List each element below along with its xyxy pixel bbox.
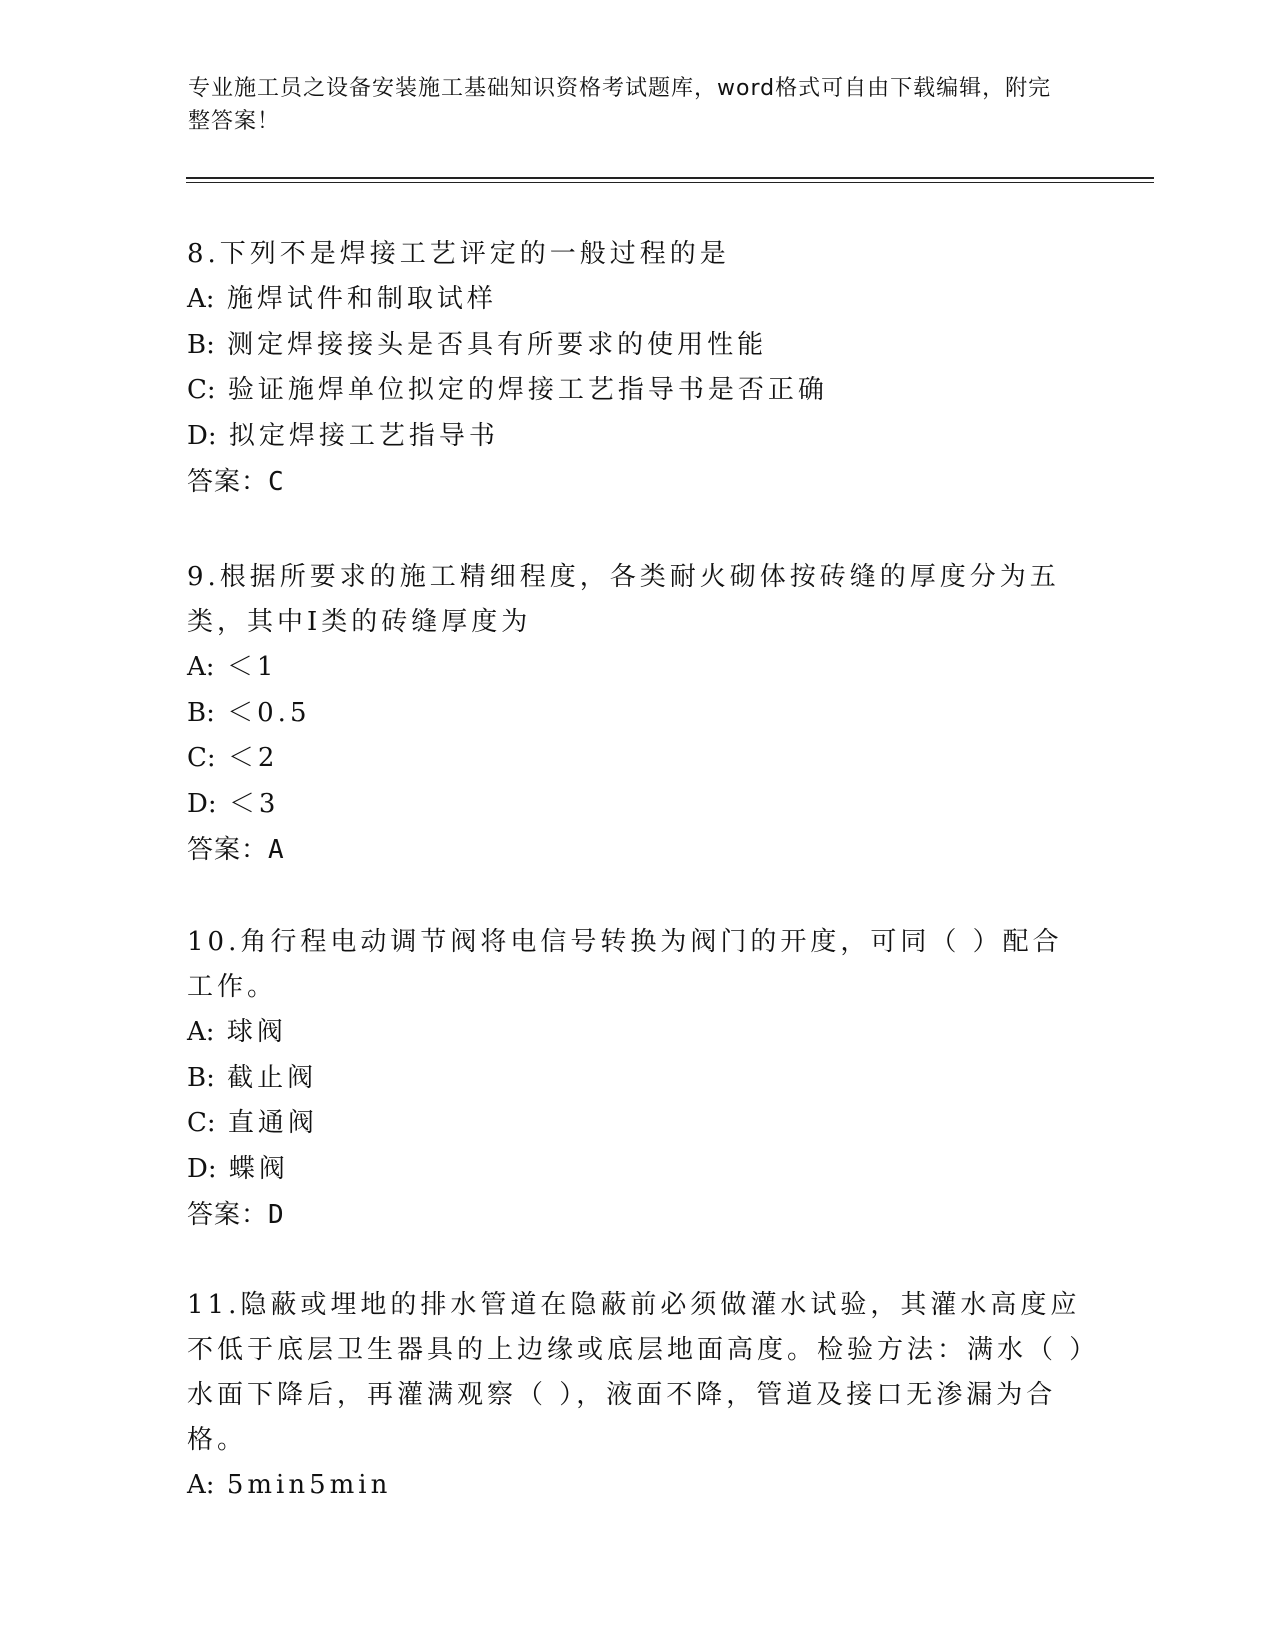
question-stem: 8.下列不是焊接工艺评定的一般过程的是 (187, 239, 730, 269)
question-8 (187, 232, 1087, 505)
option-c: C: ＜2 (187, 743, 279, 774)
option-d: D: 蝶阀 (187, 1153, 289, 1184)
answer-line: 答案：A (187, 835, 285, 866)
option-c: C: 验证施焊单位拟定的焊接工艺指导书是否正确 (187, 375, 828, 406)
option-a: A: 施焊试件和制取试样 (187, 284, 497, 314)
option-a: A: ＜1 (187, 652, 278, 682)
question-stem: 11.隐蔽或埋地的排水管道在隐蔽前必须做灌水试验，其灌水高度应不低于底层卫生器具的上边缘或底层地面高度。检验方法：满水（ ）水面下降后，再灌满观察（ ），液面不降，管道及接口无渗漏为合格。 (187, 1290, 1087, 1455)
answer-line: 答案：C (187, 467, 285, 498)
question-stem: 10.角行程电动调节阀将电信号转换为阀门的开度，可同（ ）配合工作。 (187, 927, 1063, 1002)
answer-line: 答案：D (187, 1200, 285, 1231)
option-a: A: 5min5min (187, 1470, 392, 1500)
question-9 (187, 555, 1087, 873)
header-rule-thick (186, 177, 1154, 179)
option-b: B: 测定焊接接头是否具有所要求的使用性能 (187, 329, 768, 360)
option-a: A: 球阀 (187, 1017, 287, 1047)
answer-value: A (268, 835, 285, 866)
question-10 (187, 920, 1087, 1238)
option-d: D: 拟定焊接工艺指导书 (187, 420, 499, 451)
header-rule-thin (186, 182, 1154, 183)
answer-value: C (268, 467, 285, 498)
option-b: B: 截止阀 (187, 1062, 318, 1093)
option-c: C: 直通阀 (187, 1108, 318, 1139)
option-b: B: ＜0.5 (187, 697, 311, 728)
answer-value: D (268, 1200, 285, 1231)
document-header: 专业施工员之设备安装施工基础知识资格考试题库，word格式可自由下载编辑，附完整答案！ (188, 76, 1052, 134)
question-stem: 9.根据所要求的施工精细程度，各类耐火砌体按砖缝的厚度分为五类，其中Ⅰ类的砖缝厚度为 (187, 562, 1060, 637)
option-d: D: ＜3 (187, 788, 280, 819)
question-11 (187, 1283, 1087, 1509)
